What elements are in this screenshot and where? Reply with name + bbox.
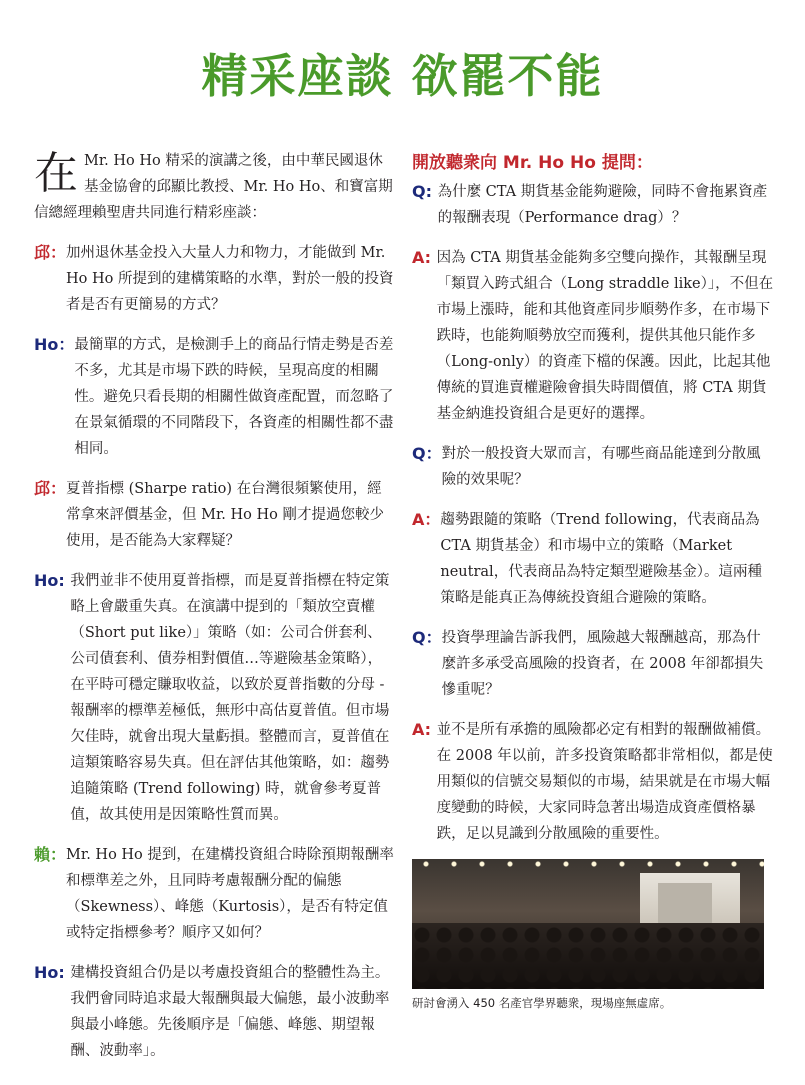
ceiling-lights: [412, 859, 764, 869]
qa-text: 對於一般投資大眾而言，有哪些商品能達到分散風險的效果呢？: [441, 446, 761, 488]
qa-entry: [412, 717, 774, 847]
qa-text: 趨勢跟隨的策略（Trend following，代表商品為 CTA 期貨基金）和市場中立的策略（Market neutral，代表商品為特定類型避險基金）。這兩種策略是能真正為傳統投資組合避險的策略。: [440, 512, 762, 606]
answer-label: A：: [412, 510, 441, 529]
qa-entry: [412, 507, 774, 611]
intro-paragraph: [34, 148, 394, 226]
speaker-label: Ho:: [34, 571, 71, 590]
page-title: 精采座談 欲罷不能: [201, 49, 604, 103]
dialogue-text: Mr. Ho Ho 提到，在建構投資組合時除預期報酬率和標準差之外，且同時考慮報酬分配的偏態（Skewness）、峰態（Kurtosis），是否有特定值或特定指標參考？順序又如何？: [66, 847, 394, 941]
answer-label: A:: [412, 720, 437, 739]
speaker-label: 邱：: [34, 243, 67, 262]
dropcap: 在: [34, 148, 78, 199]
dialogue-text: 加州退休基金投入大量人力和物力，才能做到 Mr. Ho Ho 所提到的建構策略的水準，對於一般的投資者是否有更簡易的方式？: [66, 245, 394, 313]
intro-text: Mr. Ho Ho 精采的演講之後，由中華民國退休基金協會的邱顯比教授、Mr. Ho Ho、和寶富期信總經理賴聖唐共同進行精彩座談：: [34, 153, 393, 221]
qa-entry: [412, 179, 774, 231]
dialogue-entry: [34, 476, 394, 554]
speaker-label: 賴：: [34, 845, 67, 864]
dialogue-entry: [34, 332, 394, 462]
qa-text: 投資學理論告訴我們，風險越大報酬越高，那為什麼許多承受高風險的投資者，在 2008 年卻都損失慘重呢？: [441, 630, 764, 698]
dialogue-text: 夏普指標 (Sharpe ratio) 在台灣很頻繁使用，經常拿來評價基金，但 Mr. Ho Ho 剛才提過您較少使用，是否能為大家釋疑？: [66, 481, 384, 549]
question-label: Q：: [412, 444, 442, 463]
photo-caption: 研討會湧入 450 名產官學界聽衆，現場座無虛席。: [412, 996, 672, 1010]
qa-heading: 開放聽衆向 Mr. Ho Ho 提問：: [412, 153, 653, 173]
speaker-label: 邱：: [34, 479, 67, 498]
dialogue-entry: [34, 842, 394, 946]
speaker-label: Ho:: [34, 963, 71, 982]
dialogue-entry: [34, 240, 394, 318]
question-label: Q：: [412, 628, 442, 647]
dialogue-text: 我們並非不使用夏普指標，而是夏普指標在特定策略上會嚴重失真。在演講中提到的「類放空賣權（Short put like）」策略（如：公司合併套利、公司債套利、債券相對價值…等避險基金策略），在平時可穩定賺取收益，以致於夏普指數的分母 - 報酬率的標準差極低，無形中高估夏普值。但市場欠佳時，就會出現大量虧損。整體而言，夏普值在這類策略容易失真。但在評估其他策略，如：趨勢追隨策略 (Trend following) 時，就會參考夏普值，故其使用是因策略性質而異。: [70, 573, 390, 823]
qa-entry: [412, 245, 774, 427]
dialogue-text: 建構投資組合仍是以考慮投資組合的整體性為主。我們會同時追求最大報酬與最大偏態，最小波動率與最小峰態。先後順序是「偏態、峰態、期望報酬、波動率」。: [70, 965, 390, 1059]
question-label: Q:: [412, 182, 438, 201]
speaker-label: Ho：: [34, 335, 75, 354]
audience-crowd: [412, 923, 764, 989]
dialogue-entry: [34, 960, 394, 1064]
left-column: [34, 148, 394, 1064]
dialogue-entry: [34, 568, 394, 828]
answer-label: A:: [412, 248, 437, 267]
dialogue-text: 最簡單的方式，是檢測手上的商品行情走勢是否差不多，尤其是市場下跌的時候，呈現高度的相關性。避免只看長期的相關性做資產配置，而忽略了在景氣循環的不同階段下，各資產的相關性都不盡相同。: [74, 337, 394, 457]
qa-text: 並不是所有承擔的風險都必定有相對的報酬做補償。在 2008 年以前，許多投資策略都非常相似，都是使用類似的信號交易類似的市場，結果就是在市場大幅度變動的時候，大家同時急著出場造成資產價格暴跌，足以見識到分散風險的重要性。: [436, 722, 773, 842]
qa-entry: [412, 625, 774, 703]
qa-text: 因為 CTA 期貨基金能夠多空雙向操作，其報酬呈現「類買入跨式組合（Long straddle like）」，不但在市場上漲時，能和其他資產同步順勢作多，在市場下跌時，也能夠順勢放空而獲利，提供其他只能作多（Long-only）的資產下檔的保護。因此，比起其他傳統的買進賣權避險會損失時間價值，將 CTA 期貨基金納進投資組合是更好的選擇。: [436, 250, 774, 422]
qa-text: 為什麼 CTA 期貨基金能夠避險，同時不會拖累資產的報酬表現（Performance drag）？: [437, 184, 768, 226]
qa-entry: [412, 441, 774, 493]
seminar-photo: [412, 859, 764, 989]
right-column: [412, 148, 774, 1011]
stage-screen: [658, 883, 712, 923]
